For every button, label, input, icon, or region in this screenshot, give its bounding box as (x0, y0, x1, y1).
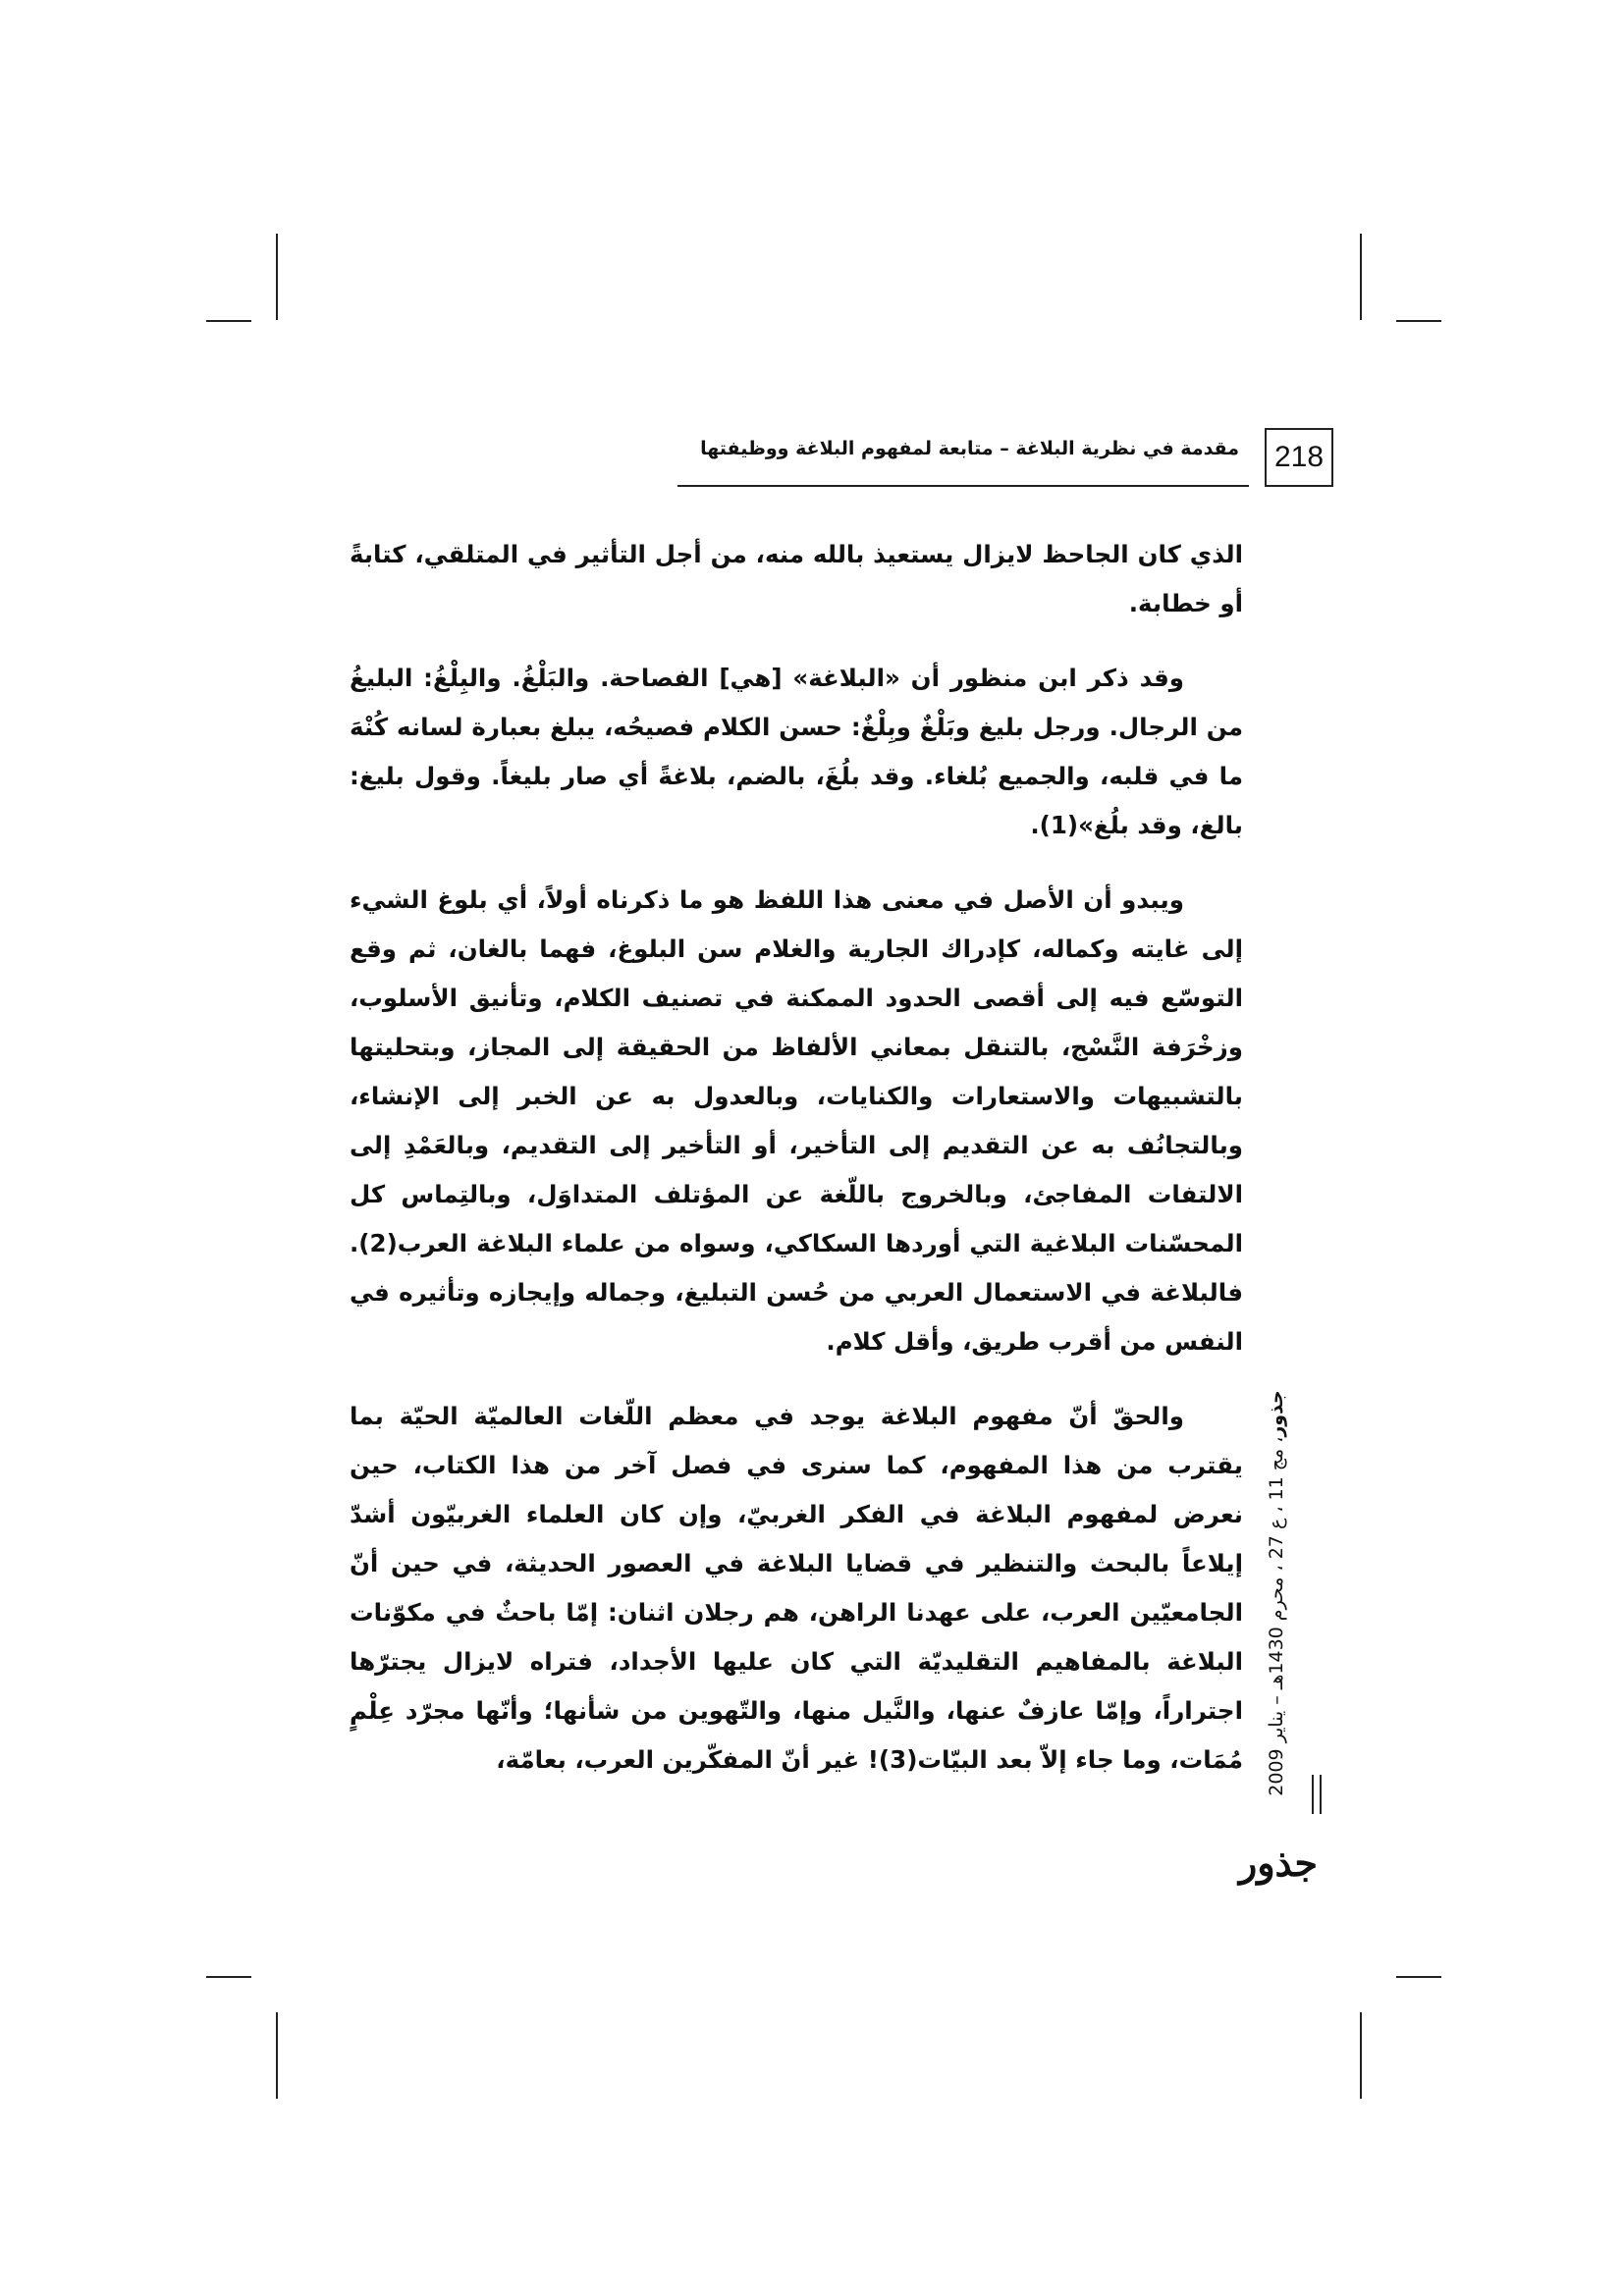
paragraph-2: وقد ذكر ابن منظور أن «البلاغة» [هي] الفصاحة. والبَلْغُ. والبِلْغُ: البليغُ من الرجال. ورجل بليغ وبَلْغٌ وبِلْغٌ: حسن الكلام فصيحُه، يبلغ بعبارة لسانه كُنْهَ ما في قلبه، والجميع بُلغاء. وقد بلُغَ، بالضم، بلاغةً أي صار بليغاً. وقول بليغ: بالغ، وقد بلُغ»(1). (350, 664, 1243, 839)
crop-mark-top-left-horizontal (206, 320, 251, 322)
journal-logo: جذور (1238, 1841, 1318, 1885)
page-number: 218 (1265, 428, 1333, 487)
crop-mark-bottom-right-horizontal (1396, 1976, 1441, 1978)
journal-side-strip (1257, 1382, 1296, 1804)
crop-mark-bottom-left-vertical (276, 2012, 278, 2099)
side-double-rule (1310, 1775, 1325, 1814)
running-title: مقدمة في نظرية البلاغة – متابعة لمفهوم البلاغة ووظيفتها (700, 438, 1239, 459)
crop-mark-top-right-horizontal (1396, 320, 1441, 322)
body-text (350, 530, 1243, 1810)
journal-issue: ، مج 11 ، ع 27 ، محرم 1430هـ – يناير 2009 (1266, 1436, 1288, 1796)
header-rule (677, 485, 1249, 487)
paragraph-3: ويبدو أن الأصل في معنى هذا اللفظ هو ما ذكرناه أولاً، أي بلوغ الشيء إلى غايته وكماله، كإدراك الجارية والغلام سن البلوغ، فهما بالغان، ثم وقع التوسّع فيه إلى أقصى الحدود الممكنة في تصنيف الكلام، وتأنيق الأسلوب، وزخْرَفة النَّسْج، بالتنقل بمعاني الألفاظ من الحقيقة إلى المجاز، وبتحليتها بالتشبيهات والاستعارات والكنايات، وبالعدول به عن الخبر إلى الإنشاء، وبالتجانُف به عن التقديم إلى التأخير، أو التأخير إلى التقديم، وبالعَمْدِ إلى الالتفات المفاجئ، وبالخروج باللّغة عن المؤتلف المتداوَل، وبالتِماس كل المحسّنات البلاغية التي أوردها السكاكي، وسواه من علماء البلاغة العرب(2). فالبلاغة في الاستعمال العربي من حُسن التبليغ، وجماله وإيجازه وتأثيره في النفس من أقرب طريق، وأقل كلام. (350, 885, 1243, 1356)
crop-mark-top-left-vertical (276, 234, 278, 320)
journal-issue-info (1266, 1390, 1287, 1796)
crop-mark-top-right-vertical (1360, 234, 1362, 320)
page-header (677, 428, 1333, 487)
paragraph-4: والحقّ أنّ مفهوم البلاغة يوجد في معظم اللّغات العالميّة الحيّة بما يقترب من هذا المفهوم، كما سنرى في فصل آخر من هذا الكتاب، حين نعرض لمفهوم البلاغة في الفكر الغربيّ، وإن كان العلماء الغربيّون أشدّ إيلاعاً بالبحث والتنظير في قضايا البلاغة في العصور الحديثة، في حين أنّ الجامعيّين العرب، على عهدنا الراهن، هم رجلان اثنان: إمّا باحثٌ في مكوّنات البلاغة بالمفاهيم التقليديّة التي كان عليها الأجداد، فتراه لايزال يجترّها اجتراراً، وإمّا عازفٌ عنها، والنَّيل منها، والتّهوين من شأنها؛ وأنّها مجرّد عِلْمٍ مُمَات، وما جاء إلاّ بعد البيّات(3)! غير أنّ المفكّرين العرب، بعامّة، (350, 1402, 1243, 1774)
crop-mark-bottom-left-horizontal (206, 1976, 251, 1978)
paragraph-1: الذي كان الجاحظ لايزال يستعيذ بالله منه، من أجل التأثير في المتلقي، كتابةً أو خطابة. (350, 540, 1243, 617)
crop-mark-bottom-right-vertical (1360, 2012, 1362, 2099)
journal-name: جذور (1266, 1390, 1288, 1437)
